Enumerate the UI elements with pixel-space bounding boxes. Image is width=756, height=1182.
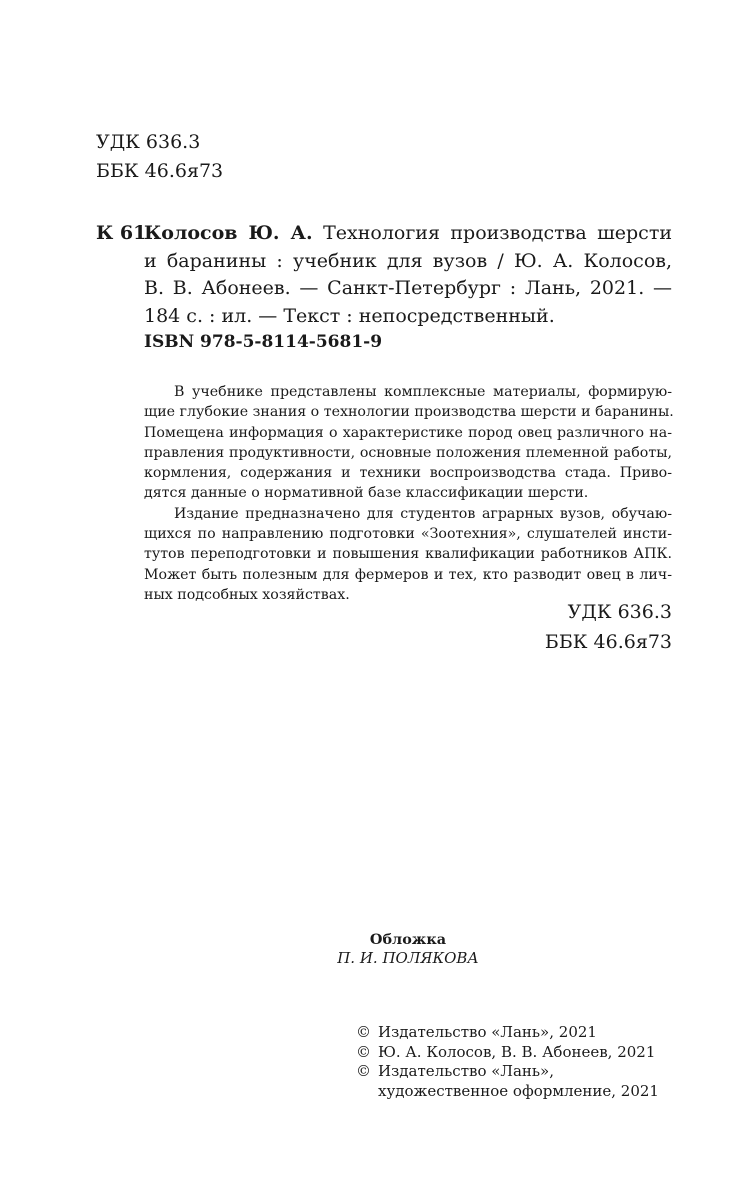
bib-line-3: В. В. Абонеев. — Санкт-Петербург : Лань, 2021. — <box>144 277 672 299</box>
copyright-notices <box>356 1023 676 1101</box>
abstract-line: Может быть полезным для фермеров и тех, кто разводит овец в лич- <box>144 566 672 583</box>
copyright-text: художественное оформление, 2021 <box>378 1081 659 1100</box>
copyright-icon: © <box>356 1023 371 1041</box>
copyright-spacer <box>356 1082 378 1102</box>
copyright-line <box>356 1082 676 1102</box>
udk-code: УДК 636.3 <box>96 131 201 153</box>
copyright-text: Ю. А. Колосов, В. В. Абонеев, 2021 <box>378 1042 656 1061</box>
abstract-line: ных подсобных хозяйствах. <box>144 586 350 603</box>
abstract-line: дятся данные о нормативной базе классификации шерсти. <box>144 485 589 502</box>
copyright-line <box>356 1062 676 1082</box>
abstract-line: щие глубокие знания о технологии производства шерсти и баранины. <box>144 404 674 421</box>
copyright-text: Издательство «Лань», <box>378 1062 555 1080</box>
classification-codes-bottom <box>545 598 672 658</box>
cover-designer-name: П. И. ПОЛЯКОВА <box>337 949 479 967</box>
isbn: ISBN 978-5-8114-5681-9 <box>144 332 383 352</box>
cover-credit <box>300 930 516 968</box>
bibliographic-record <box>144 219 672 329</box>
copyright-icon: © <box>356 1042 371 1061</box>
bib-line-1: Колосов Ю. А. Технология производства шерсти <box>144 222 673 244</box>
bib-line-2: и баранины : учебник для вузов / Ю. А. Колосов, <box>144 249 672 272</box>
copyright-text: Издательство «Лань», 2021 <box>378 1023 597 1041</box>
copyright-line <box>356 1043 676 1063</box>
abstract-line: правления продуктивности, основные положения племенной работы, <box>144 444 672 461</box>
abstract-line: тутов переподготовки и повышения квалификации работников АПК. <box>144 546 672 563</box>
abstract-line: Помещена информация о характеристике пород овец различного на- <box>144 424 672 441</box>
abstract-line: В учебнике представлены комплексные материалы, формирую- <box>174 384 672 400</box>
annotation <box>144 382 672 605</box>
abstract-line: Издание предназначено для студентов аграрных вузов, обучаю- <box>174 505 672 522</box>
bib-line-4: 184 с. : ил. — Текст : непосредственный. <box>144 304 555 327</box>
abstract-line: щихся по направлению подготовки «Зоотехния», слушателей инсти- <box>144 526 672 543</box>
bbk-code: ББК 46.6я73 <box>544 631 672 653</box>
classification-codes-top <box>96 128 223 186</box>
cover-credit-title: Обложка <box>369 931 447 948</box>
abstract-line: кормления, содержания и техники воспроизводства стада. Приво- <box>144 465 672 482</box>
copyright-line <box>356 1023 676 1043</box>
bbk-code: ББК 46.6я73 <box>96 160 224 182</box>
udk-code: УДК 636.3 <box>567 601 672 623</box>
copyright-icon: © <box>356 1062 371 1080</box>
author-mark: К 61 <box>96 222 147 244</box>
